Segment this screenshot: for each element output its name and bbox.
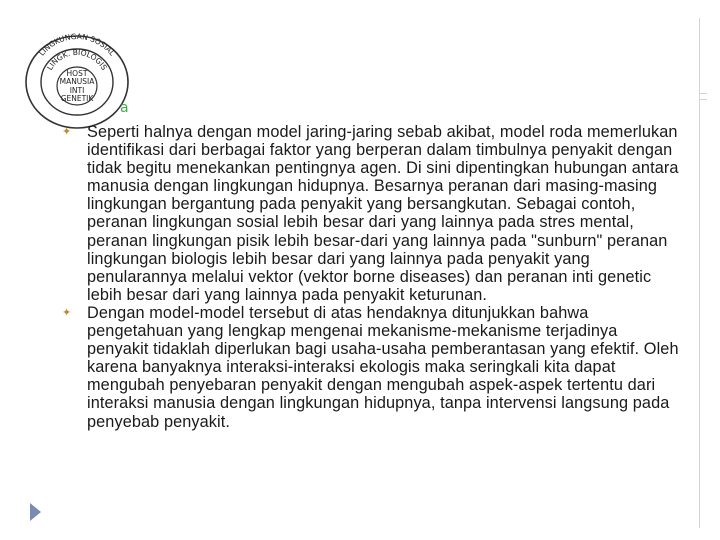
diamond-bullet-icon: ✦ bbox=[62, 125, 72, 138]
bullet-text: Dengan model-model tersebut di atas hendaknya ditunjukkan bahwa pengetahuan yang lengkap mengenai mekanisme-mekanisme terjadinya penyakit tidaklah diperlukan bagi usaha-usaha pemberantasan yang efektif. Oleh karena banyaknya interaksi-interaksi ekologis maka seringkali kita dapat mengubah penyebaran penyakit dengan mengubah aspek-aspek tertentu dari interaksi manusia dengan lingkungan hidupnya, tanpa intervensi langsung pada penyebab penyakit. bbox=[87, 303, 679, 431]
wheel-model-diagram bbox=[22, 30, 132, 130]
bullet-text: Seperti halnya dengan model jaring-jaring sebab akibat, model roda memerlukan identifikasi dari berbagai faktor yang berperan dalam timbulnya penyakit dengan tidak begitu menekankan pentingnya agen. Di sini dipentingkan hubungan antara manusia dengan lingkungan hidupnya. Besarnya peranan dari masing-masing lingkungan bergantung pada penyakit yang bersangkutan. Sebagai contoh, peranan lingkungan sosial lebih besar dari yang lainnya pada stres mental, peranan lingkungan pisik lebih besar-dari yang lainnya pada "sunburn" peranan lingkungan biologis lebih besar dari yang lainnya pada penyakit yang penularannya melalui vektor (vektor borne diseases) dan peranan inti genetic lebih besar dari yang lainnya pada penyakit keturunan. bbox=[87, 123, 679, 304]
bullet-item-1 bbox=[62, 123, 682, 304]
next-slide-arrow-icon[interactable] bbox=[30, 503, 41, 521]
diamond-bullet-icon: ✦ bbox=[62, 305, 72, 319]
outer-ring-label: LINGKUNGAN SOSIAL bbox=[37, 31, 117, 58]
right-margin-rule bbox=[699, 18, 700, 528]
inner-label-2: MANUSIA bbox=[59, 77, 95, 86]
bullet-item-2 bbox=[62, 304, 682, 431]
margin-tick bbox=[699, 93, 707, 94]
inner-label-3: INTI bbox=[69, 86, 85, 95]
diagram-fragment-mark: a bbox=[120, 100, 129, 116]
inner-label-1: HOST bbox=[66, 69, 88, 78]
margin-tick bbox=[699, 99, 707, 100]
slide-content bbox=[62, 123, 682, 431]
inner-label-4: GENETIK bbox=[60, 94, 94, 103]
wheel-model-svg bbox=[22, 30, 132, 130]
middle-ring-label: LINGK. BIOLOGIS bbox=[45, 47, 109, 72]
